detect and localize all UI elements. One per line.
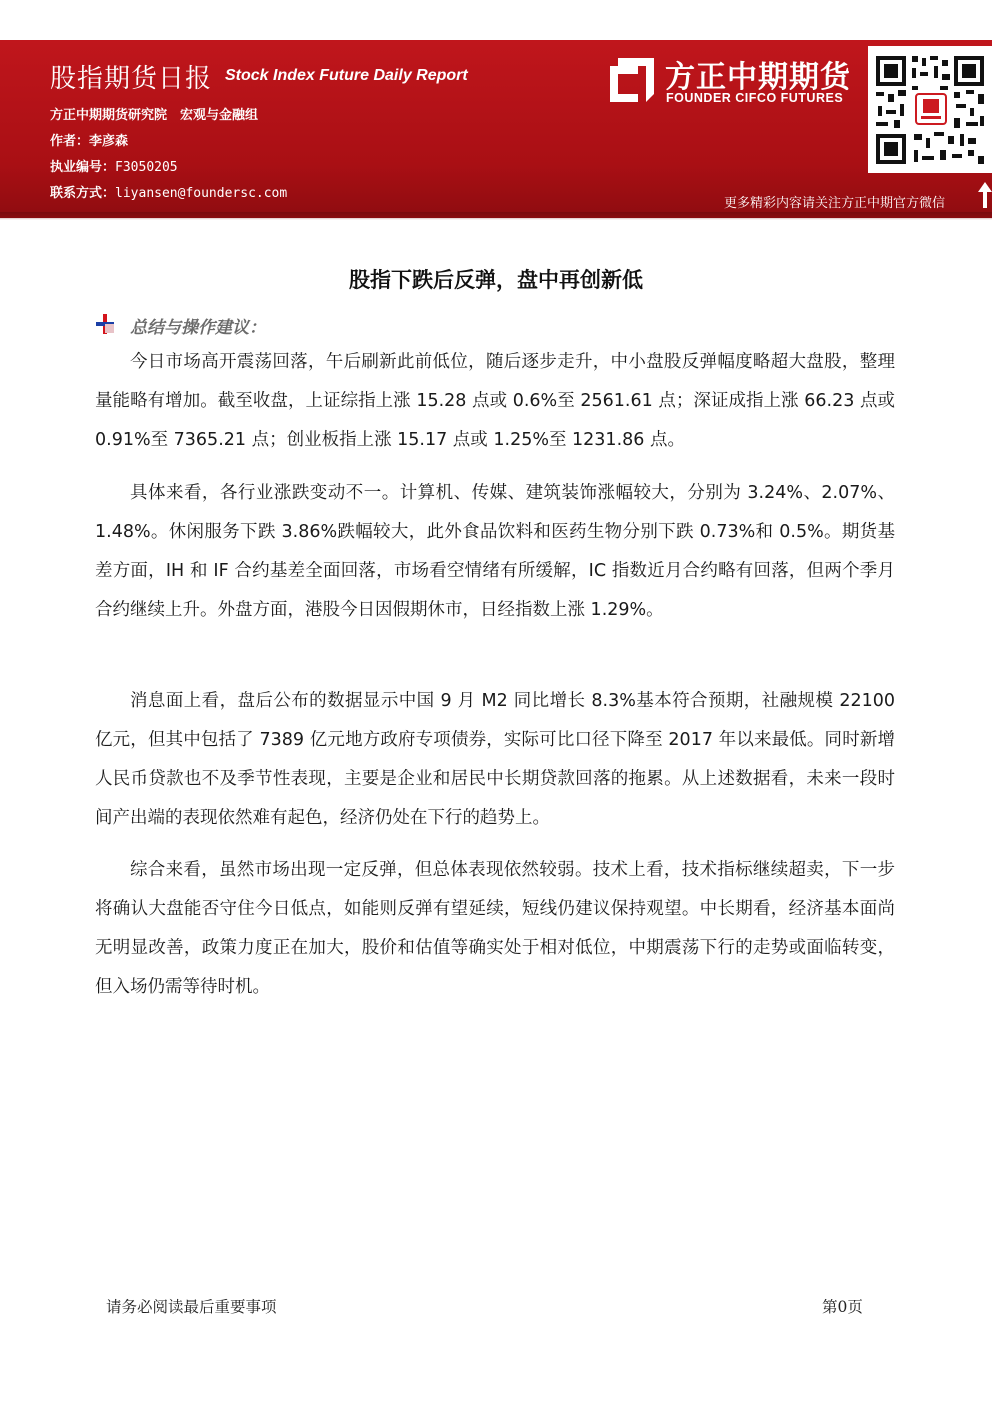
paragraph-conclusion: 综合来看，虽然市场出现一定反弹，但总体表现依然较弱。技术上看，技术指标继续超卖，下一步将确认大盘能否守住今日低点，如能则反弹有望延续，短线仍建议保持观望。中长期看，经济基本面尚无明显改善，政策力度正在加大，股价和估值等确实处于相对低位，中期震荡下行的走势或面临转变，但入场仍需等待时机。 xyxy=(95,860,895,997)
institute-line: 方正中期期货研究院 宏观与金融组 xyxy=(50,108,259,123)
paragraph-market-summary: 今日市场高开震荡回落，午后刷新此前低位，随后逐步走升，中小盘股反弹幅度略超大盘股，整理量能略有增加。截至收盘，上证综指上涨 15.28 点或 0.6%至 2561.61 点；深证成指上涨 66.23 点或 0.91%至 7365.21 点；创业板指上涨 15.17 点或 1.25%至 1231.86 点。 xyxy=(95,352,895,450)
paragraph-sector-detail: 具体来看，各行业涨跌变动不一。计算机、传媒、建筑装饰涨幅较大，分别为 3.24%、2.07%、1.48%。休闲服务下跌 3.86%跌幅较大，此外食品饮料和医药生物分别下跌 0.73%和 0.5%。期货基差方面，IH 和 IF 合约基差全面回落，市场看空情绪有所缓解，IC 指数近月合约略有回落，但两个季月合约继续上升。外盘方面，港股今日因假期休市，日经指数上涨 1.29%。 xyxy=(95,483,895,620)
author-name: 李彦森 xyxy=(89,134,129,149)
paragraph-news: 消息面上看，盘后公布的数据显示中国 9 月 M2 同比增长 8.3%基本符合预期，社融规模 22100 亿元，但其中包括了 7389 亿元地方政府专项债券，实际可比口径下降至 2017 年以来最低。同时新增人民币贷款也不及季节性表现，主要是企业和居民中长期贷款回落的拖累。从上述数据看，未来一段时间产出端的表现依然难有起色，经济仍处在下行的趋势上。 xyxy=(95,691,895,828)
contact-label: 联系方式： xyxy=(50,186,116,201)
document-title: 股指下跌后反弹，盘中再创新低 xyxy=(349,268,643,292)
arrow-up-icon xyxy=(978,182,992,208)
author-label: 作者： xyxy=(50,134,90,149)
header-shadow xyxy=(0,212,992,220)
brand-name-cn: 方正中期期货 xyxy=(665,60,851,95)
contact-email[interactable]: liyansen@foundersc.com xyxy=(115,186,288,201)
license-line xyxy=(50,156,178,175)
footer-notice: 请务必阅读最后重要事项 xyxy=(106,1298,277,1316)
founder-logo-icon xyxy=(608,56,656,104)
wechat-qr-code xyxy=(868,46,992,173)
qr-code-icon xyxy=(868,46,992,173)
license-number: F3050205 xyxy=(115,160,178,175)
page-number: 第0页 xyxy=(822,1298,863,1316)
license-label: 执业编号： xyxy=(50,160,116,175)
report-title-cn: 股指期货日报 xyxy=(50,64,213,94)
section-label: 总结与操作建议： xyxy=(130,318,266,338)
bullet-icon xyxy=(96,314,114,334)
wechat-follow-note: 更多精彩内容请关注方正中期官方微信 xyxy=(724,196,946,211)
author-line xyxy=(50,130,128,149)
brand-name-en: FOUNDER CIFCO FUTURES xyxy=(666,91,844,105)
report-title-en: Stock Index Future Daily Report xyxy=(225,67,468,84)
contact-line xyxy=(50,182,287,201)
